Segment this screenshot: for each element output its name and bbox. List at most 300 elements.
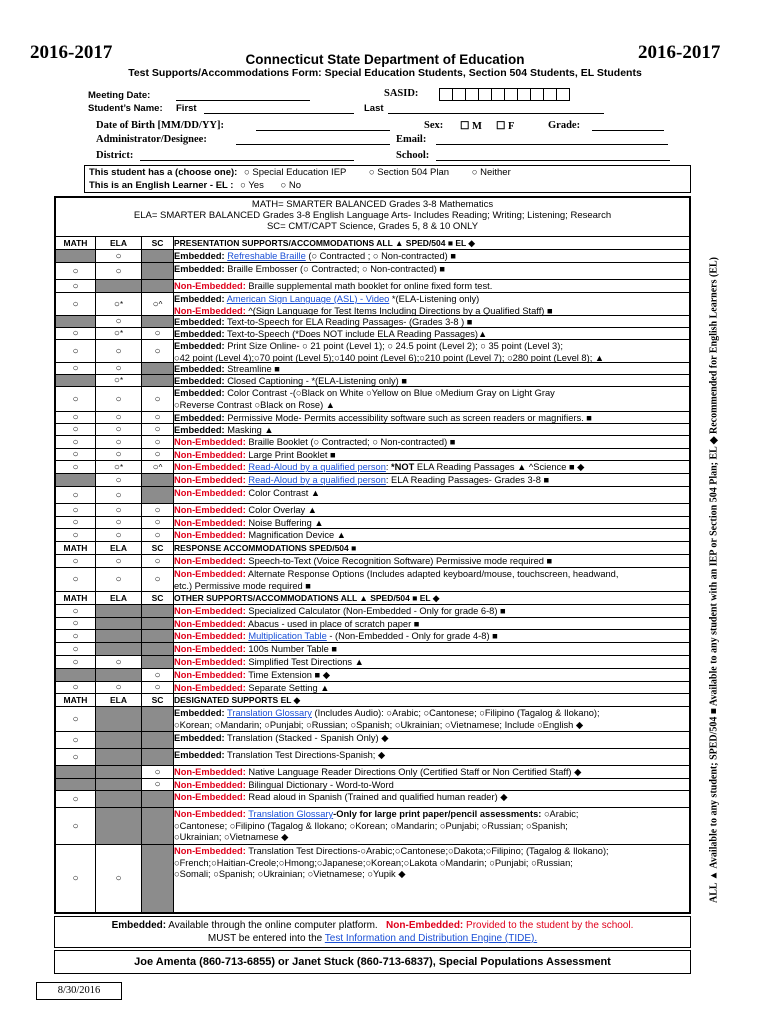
math-cell[interactable] [56,504,96,516]
math-cell[interactable] [56,436,96,448]
radio-circle-icon[interactable]: ○ [72,643,79,655]
ela-cell[interactable] [96,656,142,668]
radio-circle-icon[interactable]: ○ [72,574,79,585]
radio-circle-icon[interactable]: ○ [72,734,79,746]
accommodation-row [56,528,689,541]
accommodation-text [174,791,687,804]
accommodation-line: Non-Embedded: Large Print Booklet ■ [174,450,336,460]
sc-cell [142,605,174,617]
math-cell[interactable] [56,387,96,411]
radio-circle-icon[interactable]: ○ [115,250,122,262]
radio-circle-icon[interactable]: ○ [113,298,120,310]
radio-circle-icon[interactable]: ○ [154,393,161,405]
accommodation-line: Non-Embedded: Bilingual Dictionary - Word-to-Word [174,780,394,790]
accommodation-line: Non-Embedded: Read aloud in Spanish (Trained and qualified human reader) ◆ [174,792,508,802]
math-cell[interactable] [56,280,96,292]
email-field[interactable] [436,134,668,145]
option-el-yes[interactable]: ○ Yes [240,180,264,191]
sc-cell [142,375,174,386]
accommodation-text [174,487,687,500]
student-type-box [84,165,691,193]
math-cell[interactable] [56,682,96,693]
radio-circle-icon[interactable]: ○ [72,298,79,310]
radio-circle-icon[interactable]: ○ [115,265,122,277]
sc-cell [142,732,174,748]
column-header-math: MATH [56,237,96,249]
radio-circle-icon[interactable]: ○ [154,555,161,567]
radio-circle-icon[interactable]: ○ [154,345,161,357]
math-cell [56,669,96,681]
section-header-presentation [56,236,689,248]
ela-cell[interactable] [96,568,142,591]
math-cell[interactable] [56,328,96,339]
sex-female[interactable]: ☐ F [496,121,515,132]
math-cell[interactable] [56,555,96,567]
radio-circle-icon[interactable]: ○ [154,412,161,423]
radio-circle-icon[interactable]: ○ [72,393,79,405]
column-header-ela: ELA [96,237,142,249]
radio-circle-icon[interactable]: ○ [72,820,79,832]
radio-circle-icon[interactable]: ○ [154,328,161,339]
radio-circle-icon[interactable]: ○ [72,436,79,448]
radio-circle-icon[interactable]: ○ [72,630,79,642]
radio-circle-icon[interactable]: ○ [154,436,161,448]
section-title-response: RESPONSE ACCOMMODATIONS SPED/504 ■ [174,543,357,553]
option-neither[interactable]: ○ Neither [471,167,511,178]
email-label: Email: [396,134,427,145]
accommodation-line: Non-Embedded: Specialized Calculator (Non-Embedded - Only for grade 6-8) ■ [174,606,506,616]
accommodation-row [56,327,689,339]
sc-cell[interactable] [142,387,174,411]
column-header-ela: ELA [96,592,142,604]
student-type-label: This student has a (choose one): [89,167,238,178]
accommodation-row [56,567,689,591]
accommodation-line: Non-Embedded: Multiplication Table - (Non-Embedded - Only for grade 4-8) ■ [174,631,498,641]
accommodation-text [174,749,687,762]
ela-cell [96,791,142,807]
accommodation-line: Non-Embedded: Abacus - used in place of scratch paper ■ [174,619,420,629]
column-header-sc: SC [142,694,174,706]
radio-circle-icon[interactable]: ○ [72,345,79,357]
radio-circle-icon[interactable]: ○ [115,474,122,486]
math-cell[interactable] [56,568,96,591]
district-label: District: [96,150,134,161]
radio-circle-icon[interactable]: ○ [115,529,122,541]
accommodation-row [56,790,689,807]
ela-cell[interactable] [96,474,142,486]
ela-cell[interactable] [96,449,142,460]
accommodation-text [174,707,687,731]
radio-circle-icon[interactable]: ○ [154,504,161,516]
math-cell[interactable] [56,605,96,617]
radio-circle-icon[interactable]: ○ [154,517,161,528]
accommodation-line: Non-Embedded: Translation Glossary-Only for large print paper/pencil assessments: ○Arabic; [174,809,579,819]
math-cell[interactable] [56,340,96,362]
sc-cell[interactable] [142,449,174,460]
radio-circle-icon[interactable]: ○ [72,751,79,763]
district-field[interactable] [140,150,354,161]
legend-ela: ELA= SMARTER BALANCED Grades 3-8 English Language Arts- Includes Reading; Writing; Listening; Research [133,210,612,221]
accommodation-line: ○42 point (Level 4);○70 point (Level 5);○140 point (Level 6);○210 point (Level 7); ○280 point (Level 8); ▲ [174,352,605,363]
section-header-designated [56,693,689,705]
ela-cell [96,707,142,731]
year-left: 2016-2017 [30,42,113,63]
ela-cell [96,618,142,629]
math-cell[interactable] [56,845,96,912]
sc-cell [142,487,174,503]
sc-cell[interactable]: ○ ^ [142,293,174,315]
column-header-math: MATH [56,694,96,706]
dob-field[interactable] [256,120,390,131]
accommodation-row [56,765,689,778]
radio-circle-icon[interactable]: ○ [154,779,161,790]
math-cell [56,766,96,778]
accommodation-line: Non-Embedded: Braille supplemental math booklet for online fixed form test. [174,281,493,291]
radio-circle-icon[interactable]: ○ [72,682,79,693]
year-right: 2016-2017 [638,42,721,63]
accommodation-line: Embedded: American Sign Language (ASL) - Video *(ELA-Listening only) [174,294,480,304]
sex-male[interactable]: ☐ M [460,121,482,132]
accommodation-row [56,362,689,374]
radio-circle-icon[interactable]: ○ [115,449,122,460]
admin-field[interactable] [236,134,390,145]
radio-circle-icon[interactable]: ○ [72,618,79,629]
radio-circle-icon[interactable]: ○ [72,489,79,501]
dob-label: Date of Birth [MM/DD/YY]: [96,120,225,131]
radio-circle-icon[interactable]: ○ [72,873,79,884]
section-title-other: OTHER SUPPORTS/ACCOMMODATIONS ALL ▲ SPED/504 ■ EL ◆ [174,593,440,603]
radio-circle-icon[interactable]: ○ [154,574,161,585]
accommodation-row [56,642,689,655]
accommodation-row [56,473,689,486]
math-cell[interactable] [56,517,96,528]
accommodation-row [56,315,689,327]
accommodation-row [56,448,689,460]
radio-circle-icon[interactable]: ○ [72,412,79,423]
radio-circle-icon[interactable]: ○ [115,363,122,374]
radio-circle-icon[interactable]: ○ [72,461,79,473]
accommodation-line: Non-Embedded: Separate Setting ▲ [174,683,330,693]
accommodation-line: ○Ukrainian; ○Vietnamese ◆ [174,832,289,842]
accommodation-line: Non-Embedded: Magnification Device ▲ [174,530,346,540]
ela-cell [96,605,142,617]
accommodation-text [174,766,687,779]
tide-link[interactable]: Test Information and Distribution Engine (TIDE). [324,933,538,944]
math-cell [56,250,96,262]
sc-cell[interactable] [142,436,174,448]
math-cell[interactable] [56,363,96,374]
meeting-date-field[interactable] [176,90,310,101]
grade-field[interactable] [592,120,664,131]
accommodation-row [56,374,689,386]
accommodation-line: Embedded: Streamline ■ [174,364,280,374]
ela-cell[interactable]: ○ * [96,328,142,339]
math-cell[interactable] [56,618,96,629]
ela-cell[interactable] [96,387,142,411]
sc-cell[interactable] [142,779,174,790]
accommodation-line: Non-Embedded: Read-Aloud by a qualified person: ELA Reading Passages- Grades 3-8 ■ [174,475,550,485]
sc-cell [142,749,174,765]
math-cell[interactable] [56,656,96,668]
column-header-math: MATH [56,592,96,604]
option-el-no[interactable]: ○ No [280,180,302,191]
accommodation-line: Non-Embedded: Native Language Reader Directions Only (Certified Staff or Non Certified Staff) ◆ [174,767,582,777]
sc-cell [142,474,174,486]
radio-circle-icon[interactable]: ○ [72,363,79,374]
first-name-field[interactable] [204,103,354,114]
sc-cell[interactable] [142,529,174,541]
accommodation-line: etc.) Permissive mode required ■ [174,580,311,591]
ela-cell[interactable] [96,316,142,327]
accommodation-row [56,748,689,765]
radio-circle-icon[interactable]: ○ [154,529,161,541]
sc-cell [142,363,174,374]
sc-cell[interactable] [142,682,174,693]
math-cell[interactable] [56,529,96,541]
accommodation-line: Non-Embedded: ^(Sign Language for Test Items Including Directions by a Qualified Staff) ■ [174,305,553,316]
radio-circle-icon[interactable]: ○ [72,713,79,725]
math-cell[interactable] [56,643,96,655]
legend-math: MATH= SMARTER BALANCED Grades 3-8 Mathematics [251,199,494,210]
sc-cell[interactable] [142,504,174,516]
radio-circle-icon[interactable]: ○ [72,449,79,460]
radio-circle-icon[interactable]: ○ [72,793,79,805]
column-header-sc: SC [142,592,174,604]
radio-circle-icon[interactable]: ○ [72,605,79,617]
ela-cell[interactable] [96,517,142,528]
accommodation-row [56,778,689,790]
radio-circle-icon[interactable]: ○ [72,529,79,541]
radio-circle-icon[interactable]: ○ [72,555,79,567]
students-name-label: Student’s Name: [88,103,163,114]
ela-cell[interactable]: ○ * [96,461,142,473]
math-cell[interactable] [56,630,96,642]
radio-circle-icon[interactable]: ○ [115,873,122,884]
sc-cell [142,808,174,844]
radio-circle-icon[interactable]: ○ [72,328,79,339]
option-504[interactable]: ○ Section 504 Plan [368,167,450,178]
first-name-label: First [176,103,197,114]
ela-cell[interactable] [96,555,142,567]
accommodation-text [174,461,687,474]
accommodation-line: Embedded: Translation Glossary (Includes Audio): ○Arabic; ○Cantonese; ○Filipino (Tagalog & Ilokano); [174,708,600,718]
accommodation-row [56,706,689,731]
contact-info: Joe Amenta (860-713-6855) or Janet Stuck (860-713-6837), Special Populations Assessment [54,950,691,974]
accommodation-line: Non-Embedded: Braille Booklet (○ Contracted; ○ Non-contracted) ■ [174,437,456,447]
radio-circle-icon[interactable]: ○ [152,298,159,310]
accommodation-row [56,339,689,362]
radio-circle-icon[interactable]: ○ [115,682,122,693]
sc-cell [142,643,174,655]
ela-cell[interactable] [96,504,142,516]
accommodation-line: Non-Embedded: Translation Test Directions-○Arabic;○Cantonese;○Dakota;○Filipino; (Tagalog & Ilokano); [174,846,609,856]
accommodation-row [56,486,689,503]
radio-circle-icon[interactable]: ○ [154,682,161,693]
math-cell[interactable] [56,424,96,435]
radio-circle-icon[interactable]: ○ [154,766,161,778]
sc-cell[interactable]: ○ ^ [142,461,174,473]
accommodation-row [56,460,689,473]
accommodation-text [174,643,687,656]
accommodation-line: Embedded: Text-to-Speech (*Does NOT include ELA Reading Passages)▲ [174,329,488,339]
accommodation-line: Non-Embedded: Alternate Response Options (Includes adapted keyboard/mouse, touchscreen, headwand, [174,569,619,579]
ela-cell[interactable] [96,340,142,362]
radio-circle-icon[interactable]: ○ [113,328,120,339]
math-cell[interactable] [56,487,96,503]
accommodation-text [174,529,687,542]
radio-circle-icon[interactable]: ○ [72,424,79,435]
section-title-designated: DESIGNATED SUPPORTS EL ◆ [174,695,301,705]
radio-circle-icon[interactable]: ○ [115,555,122,567]
sc-cell [142,630,174,642]
sc-cell[interactable] [142,424,174,435]
math-cell[interactable] [56,293,96,315]
sc-cell [142,845,174,912]
math-cell[interactable] [56,461,96,473]
ela-cell[interactable] [96,263,142,279]
radio-circle-icon[interactable]: ○ [154,669,161,681]
radio-circle-icon[interactable]: ○ [154,449,161,460]
radio-circle-icon[interactable]: ○ [115,393,122,405]
meeting-date-label: Meeting Date: [88,90,151,101]
math-cell[interactable] [56,732,96,748]
accommodation-line: Embedded: Permissive Mode- Permits accessibility software such as screen readers or magnifiers. ■ [174,413,592,423]
accommodation-line: Non-Embedded: Speech-to-Text (Voice Recognition Software) Permissive mode required ■ [174,556,553,566]
school-field[interactable] [436,150,670,161]
accommodation-row [56,292,689,315]
math-cell[interactable] [56,449,96,460]
radio-circle-icon[interactable]: ○ [154,424,161,435]
radio-circle-icon[interactable]: ○ [72,280,79,292]
accommodation-row [56,604,689,617]
section-title-presentation: PRESENTATION SUPPORTS/ACCOMMODATIONS ALL ▲ SPED/504 ■ EL ◆ [174,238,475,248]
math-cell[interactable] [56,791,96,807]
accommodation-row [56,423,689,435]
math-cell[interactable] [56,808,96,844]
accommodation-row [56,503,689,516]
accommodation-line: Embedded: Print Size Online- ○ 21 point (Level 1); ○ 24.5 point (Level 2); ○ 35 point (Level 3); [174,341,563,351]
column-header-sc: SC [142,237,174,249]
column-header-math: MATH [56,542,96,554]
sc-cell[interactable] [142,412,174,423]
option-iep[interactable]: ○ Special Education IEP [243,167,347,178]
ela-cell[interactable] [96,363,142,374]
radio-circle-icon[interactable]: ○ [72,265,79,277]
legend-sc: SC= CMT/CAPT Science, Grades 5, 8 & 10 ONLY [266,221,479,232]
sc-cell [142,791,174,807]
radio-circle-icon[interactable]: ○ [115,489,122,501]
sc-cell[interactable] [142,517,174,528]
radio-circle-icon[interactable]: ○ [115,412,122,423]
ela-cell[interactable] [96,487,142,503]
radio-circle-icon[interactable]: ○ [72,517,79,528]
radio-circle-icon[interactable]: ○ [115,517,122,528]
radio-circle-icon[interactable]: ○ [115,656,122,668]
radio-circle-icon[interactable]: ○ [113,461,120,473]
math-cell[interactable] [56,707,96,731]
ela-cell[interactable]: ○ * [96,375,142,386]
accommodation-row [56,435,689,448]
accommodation-text [174,656,687,669]
accommodation-text [174,280,687,293]
el-label: This is an English Learner - EL : [89,180,234,191]
section-header-other [56,591,689,603]
ela-cell[interactable] [96,412,142,423]
radio-circle-icon[interactable]: ○ [115,574,122,585]
sc-cell[interactable] [142,669,174,681]
math-cell[interactable] [56,749,96,765]
sc-cell [142,280,174,292]
math-cell[interactable] [56,412,96,423]
sc-cell[interactable] [142,328,174,339]
radio-circle-icon[interactable]: ○ [72,656,79,668]
accommodation-row [56,516,689,528]
ela-cell [96,669,142,681]
radio-circle-icon[interactable]: ○ [115,504,122,516]
radio-circle-icon[interactable]: ○ [72,504,79,516]
section-header-response [56,541,689,553]
ela-cell [96,630,142,642]
math-cell [56,779,96,790]
accommodation-line: Non-Embedded: 100s Number Table ■ [174,644,338,654]
ela-cell[interactable] [96,424,142,435]
column-header-sc: SC [142,542,174,554]
footer-notes: Embedded: Available through the online computer platform. Non-Embedded: Provided to the student by the school. MUST be entered into the Test Information and Distribution Engine (TIDE). [54,916,691,948]
sex-label: Sex: [424,120,444,131]
accommodation-text [174,555,687,568]
sc-cell [142,316,174,327]
accommodation-row [56,668,689,681]
accommodation-row [56,249,689,262]
page-subtitle: Test Supports/Accommodations Form: Special Education Students, Section 504 Students, EL Students [128,67,642,79]
accommodation-row [56,411,689,423]
sc-cell[interactable] [142,340,174,362]
school-label: School: [396,150,430,161]
ela-cell[interactable] [96,682,142,693]
last-name-field[interactable] [388,103,604,114]
sc-cell [142,618,174,629]
accommodation-line: ○Korean; ○Mandarin; ○Punjabi; ○Russian; ○Spanish; ○Ukrainian; ○Vietnamese; Include ○English ◆ [174,719,584,730]
radio-circle-icon[interactable]: ○ [115,316,122,327]
ela-cell[interactable] [96,250,142,262]
accommodation-line: ○Reverse Contrast ○Black on Rose) ▲ [174,399,335,410]
accommodation-row [56,731,689,748]
accommodation-line: ○Cantonese; ○Filipino (Tagalog & Ilokano; ○Korean; ○Mandarin; ○Punjabi; ○Russian; ○Spanish; [174,820,568,831]
sc-cell[interactable] [142,555,174,567]
accommodation-line: Non-Embedded: Color Contrast ▲ [174,488,321,498]
ela-cell[interactable] [96,436,142,448]
radio-circle-icon[interactable]: ○ [115,436,122,448]
sasid-label: SASID: [384,88,419,99]
math-cell[interactable] [56,263,96,279]
accommodation-text [174,605,687,618]
radio-circle-icon[interactable]: ○ [152,461,159,473]
sc-cell[interactable] [142,766,174,778]
ela-cell [96,732,142,748]
accommodation-line: Embedded: Translation (Stacked - Spanish Only) ◆ [174,733,389,743]
ela-cell[interactable]: ○ * [96,293,142,315]
ela-cell[interactable] [96,529,142,541]
sc-cell[interactable] [142,568,174,591]
ela-cell[interactable] [96,845,142,912]
accommodation-line: Embedded: Translation Test Directions-Spanish; ◆ [174,750,386,760]
radio-circle-icon[interactable]: ○ [113,375,120,386]
radio-circle-icon[interactable]: ○ [115,345,122,357]
radio-circle-icon[interactable]: ○ [115,424,122,435]
ela-cell [96,643,142,655]
accommodation-line: Non-Embedded: Read-Aloud by a qualified person: *NOT ELA Reading Passages ▲ ^Science ■ ◆ [174,462,585,472]
accommodation-text [174,250,687,263]
